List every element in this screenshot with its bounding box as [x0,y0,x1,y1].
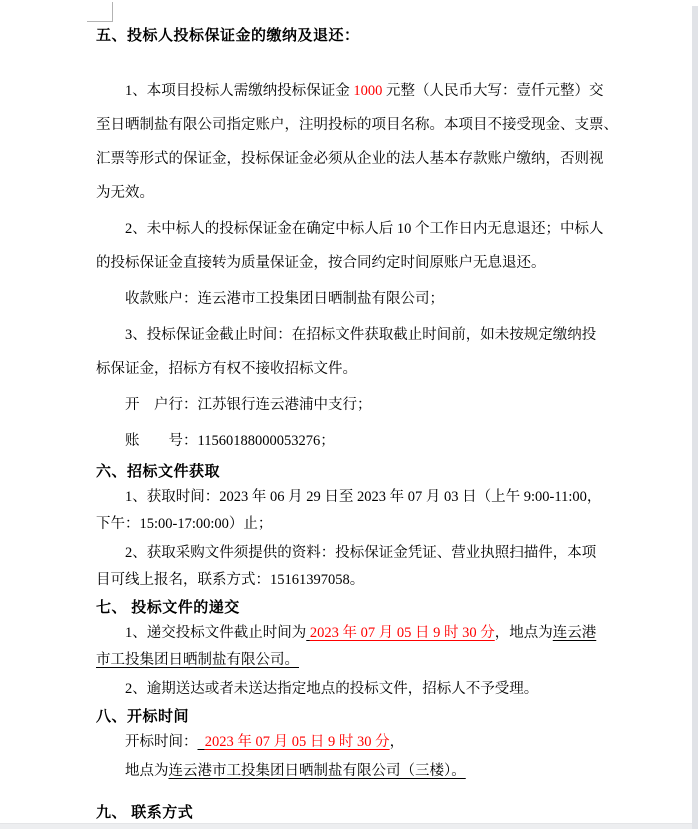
paragraph [96,729,626,756]
text-run: 市工投集团日晒制盐有限公司。 [96,652,299,668]
text-run: 元整（人民币大写：壹仟元整）交 [382,83,604,99]
section-heading: 七、 投标文件的递交 [96,600,240,616]
text-run: 为无效。 [96,185,154,201]
paragraph [96,676,626,703]
text-run [198,734,205,750]
text-run: ， [389,734,405,750]
paragraph [96,758,626,785]
text-line [96,567,626,594]
text-run: 至日晒制盐有限公司指定账户，注明投标的项目名称。本项目不接受现金、支票、 [96,117,618,133]
text-run: 连云港 [552,625,597,641]
text-line [96,424,626,458]
text-line [96,388,626,422]
section-heading: 八、开标时间 [96,709,190,725]
section [96,24,626,458]
text-run: 1、获取时间：2023 年 06 月 29 日至 2023 年 07 月 03 日（上午 9:00-11:00， [125,489,602,505]
text-line [96,484,626,511]
text-run: 2023 年 07 月 05 日 9 时 30 分 [309,625,495,641]
text-line [96,511,626,538]
text-run: 的投标保证金直接转为质量保证金，按合同约定时间原账户无息退还。 [96,255,546,271]
text-line [96,318,626,352]
text-line [96,729,626,756]
paragraph [96,388,626,422]
paragraph [96,74,626,210]
section [96,705,626,785]
text-line [96,282,626,316]
text-run: 1、本项目投标人需缴纳投标保证金 [125,83,354,99]
text-run: 下午：15:00-17:00:00）止； [96,516,273,532]
text-line [96,176,626,210]
text-line [96,676,626,703]
paragraph [96,282,626,316]
paragraph [96,318,626,386]
section [96,596,626,703]
text-line [96,142,626,176]
section-heading: 九、 联系方式 [96,805,194,821]
text-run: 标保证金，招标方有权不接收招标文件。 [96,361,357,377]
text-run: 2023 年 07 月 05 日 9 时 30 分 [204,734,390,750]
text-run: 目可线上报名，联系方式：15161397058。 [96,572,365,588]
text-run: 2、获取采购文件须提供的资料：投标保证金凭证、营业执照扫描件，本项 [125,545,597,561]
text-line [96,540,626,567]
text-run: ，地点为 [494,625,553,641]
text-line [96,352,626,386]
text-run: 3、投标保证金截止时间：在招标文件获取截止时间前，如未按规定缴纳投 [125,327,597,343]
text-line [96,74,626,108]
text-run: 1000 [353,83,383,99]
text-run: 汇票等形式的保证金，投标保证金必须从企业的法人基本存款账户缴纳，否则视 [96,151,604,167]
text-run: 账 号：11560188000053276； [125,433,335,449]
paragraph [96,424,626,458]
paragraph [96,212,626,280]
section-heading: 六、招标文件获取 [96,464,221,480]
text-line [96,758,626,785]
text-run: 连云港市工投集团日晒制盐有限公司（三楼）。 [168,763,466,779]
paragraph [96,620,626,674]
section [96,801,626,825]
text-run: 收款账户：连云港市工投集团日晒制盐有限公司； [125,291,444,307]
text-run: 2、逾期送达或者未送达指定地点的投标文件，招标人不予受理。 [125,681,539,697]
paragraph [96,540,626,594]
text-line [96,620,626,647]
section-heading: 五、投标人投标保证金的缴纳及退还： [96,28,360,44]
text-line [96,108,626,142]
document-body [96,24,626,825]
text-run: 1、递交投标文件截止时间为 [125,625,307,641]
text-run: 地点为 [125,763,169,779]
text-run: 开标时间： [125,734,198,750]
crop-mark-icon [87,21,113,22]
text-run: 开 户行：江苏银行连云港浦中支行； [125,397,372,413]
horizontal-scrollbar[interactable] [0,823,692,829]
paragraph [96,484,626,538]
vertical-scrollbar[interactable] [692,6,698,829]
text-line [96,212,626,246]
text-line [96,246,626,280]
crop-mark-icon [112,2,113,22]
text-line [96,647,626,674]
text-run: 2、未中标人的投标保证金在确定中标人后 10 个工作日内无息退还；中标人 [125,221,604,237]
section [96,460,626,594]
